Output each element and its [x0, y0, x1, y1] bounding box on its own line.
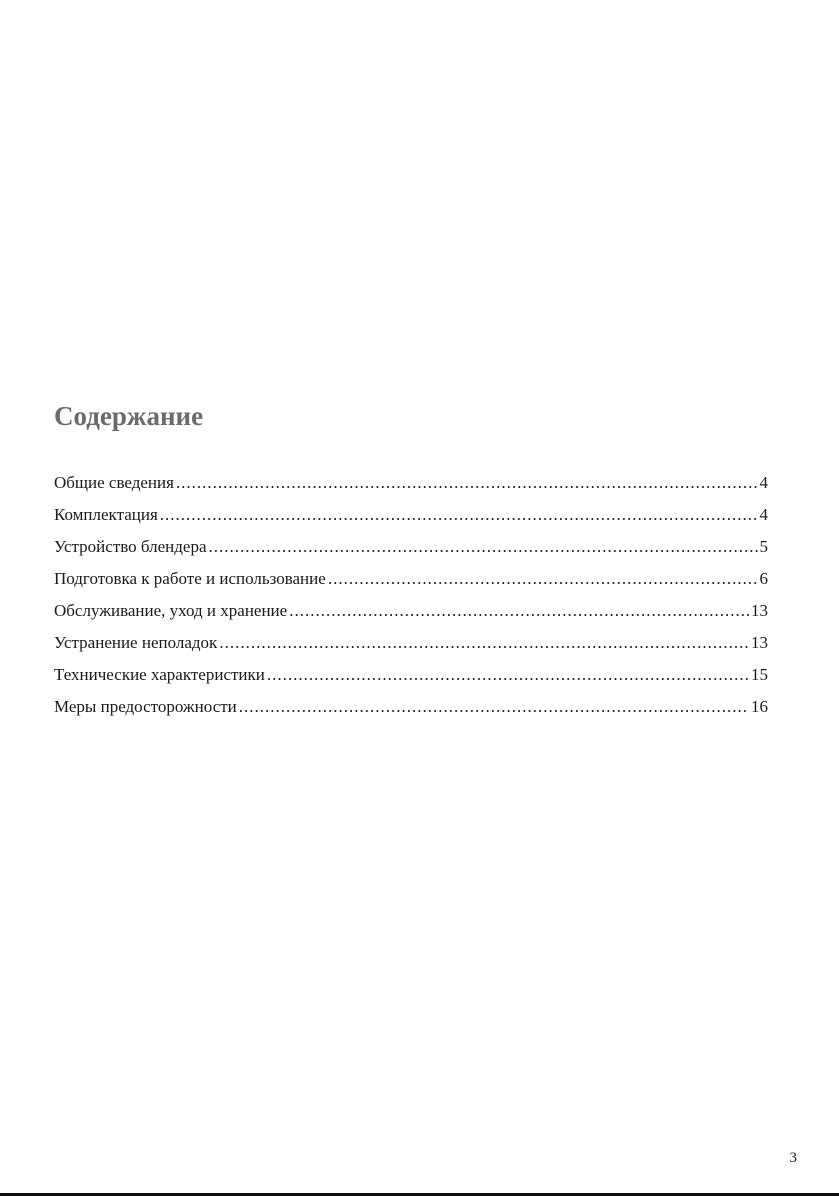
toc-dot-leader: [160, 499, 758, 531]
page-number: 3: [789, 1150, 797, 1166]
toc-entry-page: 4: [759, 473, 768, 492]
toc-entry-page: 15: [751, 665, 768, 684]
toc-dot-leader: [239, 691, 749, 723]
toc-dot-leader: [219, 627, 749, 659]
toc-entry-page: 16: [751, 697, 768, 716]
toc-entry-label: Подготовка к работе и использование: [54, 569, 326, 588]
toc-entry[interactable]: [54, 531, 768, 563]
toc-entry-label: Общие сведения: [54, 473, 174, 492]
toc-entry-label: Меры предосторожности: [54, 697, 237, 716]
toc-entry[interactable]: [54, 659, 768, 691]
toc-entry-page: 4: [759, 505, 768, 524]
toc-dot-leader: [176, 467, 758, 499]
toc-entry[interactable]: [54, 691, 768, 723]
toc-entry[interactable]: [54, 563, 768, 595]
toc-dot-leader: [328, 563, 758, 595]
toc-entry-page: 5: [759, 537, 768, 556]
toc-entry-page: 13: [751, 633, 768, 652]
toc-dot-leader: [209, 531, 758, 563]
toc-entry-page: 13: [751, 601, 768, 620]
toc-entry-label: Устройство блендера: [54, 537, 207, 556]
toc-entry[interactable]: [54, 467, 768, 499]
toc-entry-label: Обслуживание, уход и хранение: [54, 601, 288, 620]
toc-entry-label: Технические характеристики: [54, 665, 265, 684]
toc-entry-label: Устранение неполадок: [54, 633, 218, 652]
toc-dot-leader: [267, 659, 749, 691]
toc-entry-page: 6: [759, 569, 768, 588]
toc-entry[interactable]: [54, 595, 768, 627]
toc-entry[interactable]: [54, 627, 768, 659]
toc-entry-label: Комплектация: [54, 505, 158, 524]
toc-title: Содержание: [54, 401, 204, 431]
toc-dot-leader: [289, 595, 749, 627]
toc-list: [54, 467, 768, 723]
toc-entry[interactable]: [54, 499, 768, 531]
